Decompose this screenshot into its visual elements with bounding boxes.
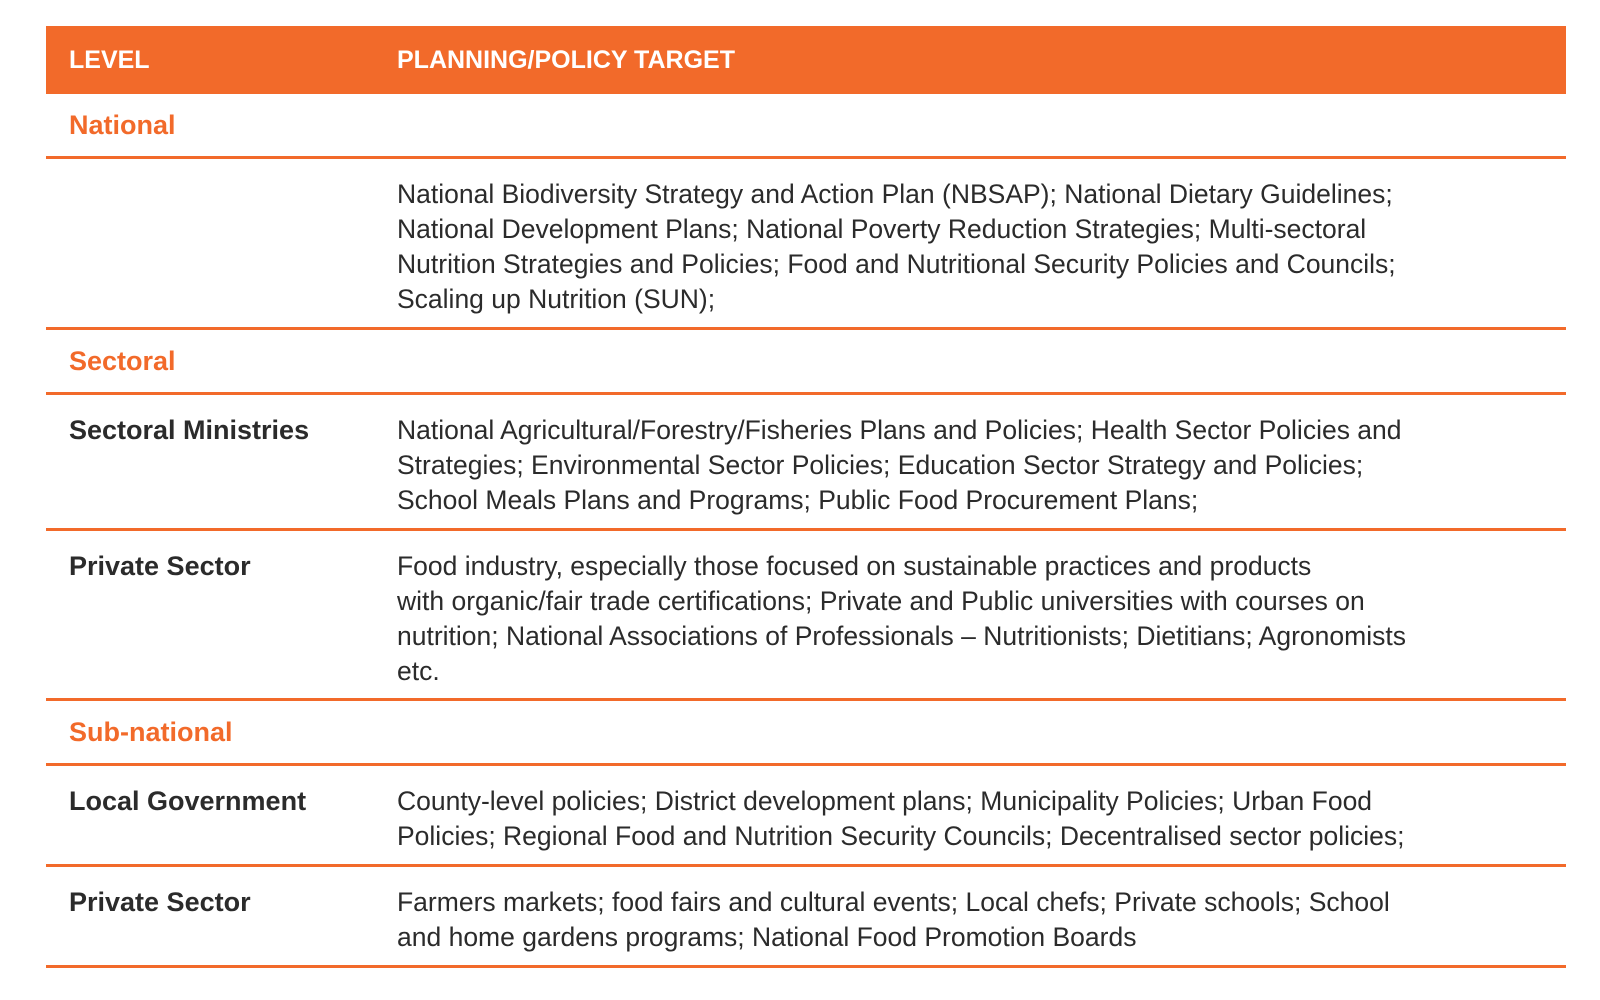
header-level: LEVEL (69, 45, 150, 74)
target-line: County-level policies; District development plans; Municipality Policies; Urban Food (397, 786, 1373, 816)
table-header (46, 26, 1566, 94)
table-row (46, 867, 1566, 968)
table-row (46, 766, 1566, 867)
table-row (46, 159, 1566, 330)
target-line: nutrition; National Associations of Professionals – Nutritionists; Dietitians; Agronomists (397, 621, 1406, 651)
target-line: Policies; Regional Food and Nutrition Security Councils; Decentralised sector policies; (397, 821, 1405, 851)
row-level: Local Government (69, 786, 307, 816)
target-line: Nutrition Strategies and Policies; Food and Nutritional Security Policies and Councils; (397, 249, 1396, 279)
section-national (46, 94, 1566, 159)
row-level: Private Sector (69, 551, 251, 581)
target-line: Food industry, especially those focused on sustainable practices and products (397, 551, 1312, 581)
section-title: National (69, 109, 176, 140)
target-line: and home gardens programs; National Food Promotion Boards (397, 922, 1137, 952)
row-target (397, 885, 1566, 965)
row-target (397, 784, 1566, 864)
target-line: Strategies; Environmental Sector Policies; Education Sector Strategy and Policies; (397, 450, 1364, 480)
table-row (46, 531, 1566, 701)
target-line: National Biodiversity Strategy and Action Plan (NBSAP); National Dietary Guidelines; (397, 179, 1393, 209)
target-line: Farmers markets; food fairs and cultural events; Local chefs; Private schools; School (397, 887, 1390, 917)
policy-table (46, 26, 1566, 968)
row-level: Private Sector (69, 887, 251, 917)
row-target (397, 177, 1566, 327)
section-title: Sub-national (69, 716, 233, 747)
section-sub-national (46, 701, 1566, 766)
section-sectoral (46, 330, 1566, 395)
target-line: National Agricultural/Forestry/Fisheries Plans and Policies; Health Sector Policies and (397, 415, 1402, 445)
header-target: PLANNING/POLICY TARGET (397, 45, 735, 74)
target-line: Scaling up Nutrition (SUN); (397, 284, 716, 314)
section-title: Sectoral (69, 345, 176, 376)
target-line: National Development Plans; National Poverty Reduction Strategies; Multi-sectoral (397, 214, 1367, 244)
target-line: etc. (397, 656, 440, 686)
row-level (46, 177, 397, 327)
target-line: School Meals Plans and Programs; Public Food Procurement Plans; (397, 485, 1199, 515)
row-level: Sectoral Ministries (69, 415, 310, 445)
row-target (397, 413, 1566, 528)
target-line: with organic/fair trade certifications; Private and Public universities with courses on (397, 586, 1365, 616)
row-target (397, 549, 1566, 698)
table-row (46, 395, 1566, 531)
